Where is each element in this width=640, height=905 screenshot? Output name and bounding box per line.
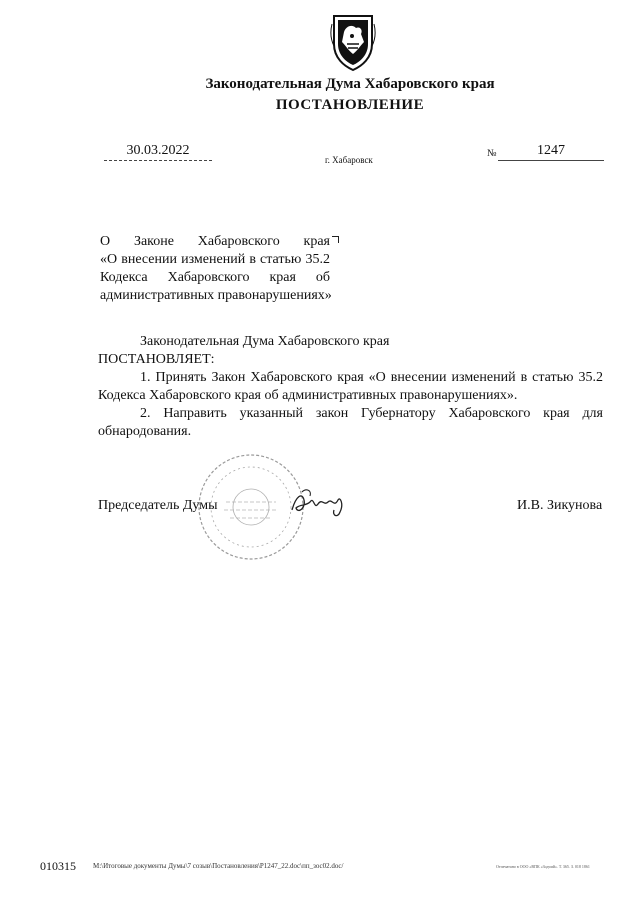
document-body <box>98 333 603 441</box>
title-line: О Законе Хабаровского края <box>100 234 330 249</box>
title-line: «О внесении изменений в статью 35.2 <box>100 252 330 267</box>
signatory-role: Председатель Думы <box>98 498 218 513</box>
document-number: 1247 <box>498 143 604 161</box>
document-title <box>100 233 330 305</box>
footer-print-note: Отпечатано в ООО «ВПК «Зодчий». Т. 365. З. 018 1861 <box>496 864 590 869</box>
coat-of-arms-icon <box>330 10 376 72</box>
number-label: № <box>487 148 497 159</box>
signatory-name: И.В. Зикунова <box>517 498 603 513</box>
title-corner-mark <box>332 236 339 243</box>
organization-name: Законодательная Дума Хабаровского края <box>205 76 495 92</box>
intro-line: Законодательная Дума Хабаровского края <box>140 334 390 349</box>
resolution-item-2: 2. Направить указанный закон Губернатору Хабаровского края для обнародования. <box>98 406 603 439</box>
handwritten-signature-icon <box>288 486 350 522</box>
title-line: административных правонарушениях» <box>100 288 332 303</box>
document-type: ПОСТАНОВЛЕНИЕ <box>275 97 425 113</box>
document-date: 30.03.2022 <box>104 143 212 161</box>
document-city: г. Хабаровск <box>325 155 373 165</box>
title-line: Кодекса Хабаровского края об <box>100 270 330 285</box>
resolution-item-1: 1. Принять Закон Хабаровского края «О внесении изменений в статью 35.2 Кодекса Хабаровского края об административных правонарушениях». <box>98 370 603 403</box>
resolve-heading: ПОСТАНОВЛЯЕТ: <box>98 352 215 367</box>
footer-file-path: M:\Итоговые документы Думы\7 созыв\Постановления\P1247_22.doc\пп_зос02.doc/ <box>93 862 344 870</box>
footer-code: 010315 <box>40 859 76 873</box>
